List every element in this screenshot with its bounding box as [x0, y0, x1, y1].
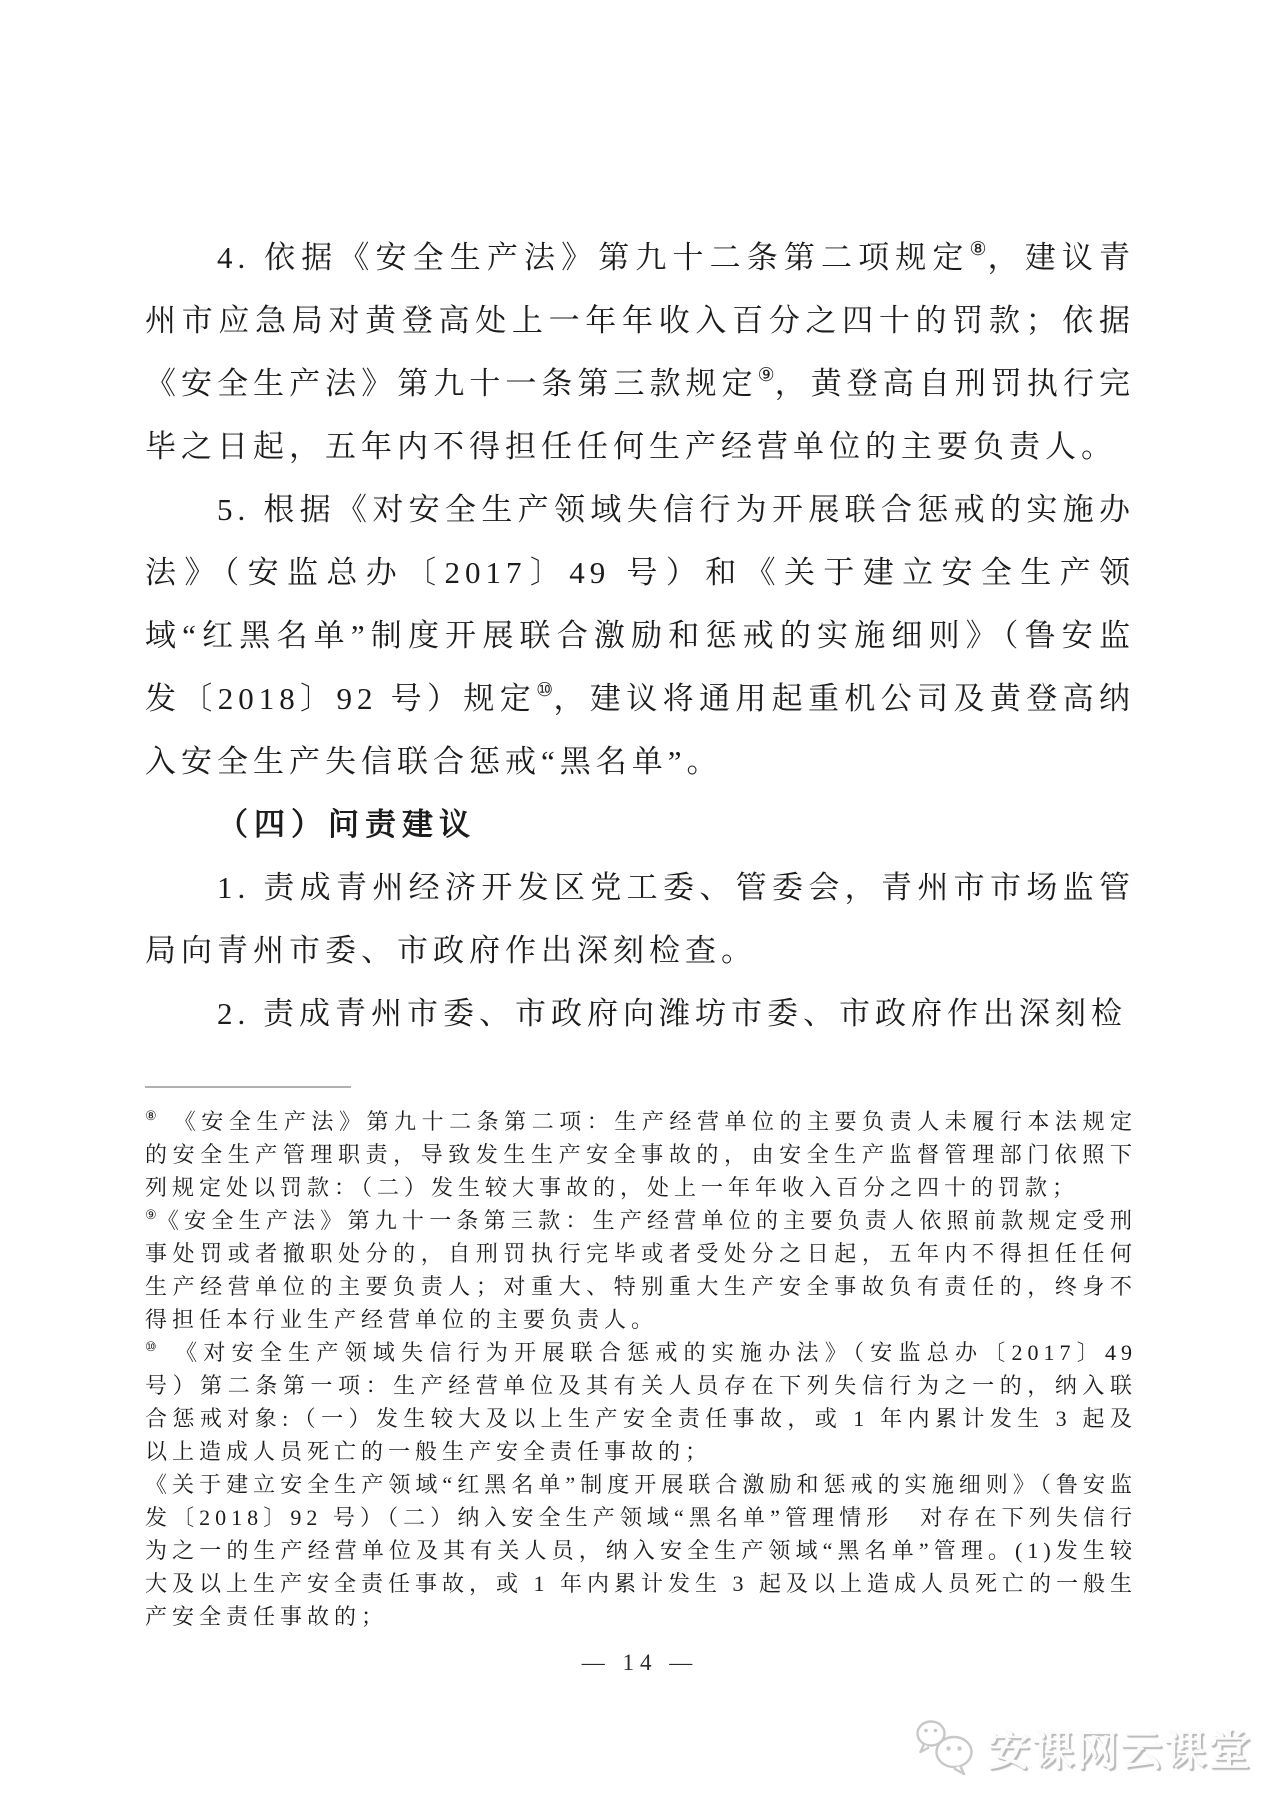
paragraph-text: 4. 依据《安全生产法》第九十二条第二项规定	[217, 240, 970, 275]
watermark-text: 安课网云课堂	[987, 1727, 1252, 1774]
footnote-separator	[145, 1086, 351, 1088]
footnote-text: 《安全生产法》第九十一条第三款：生产经营单位的主要负责人依照前款规定受刑事处罚或者撤职处分的，自刑罚执行完毕或者受处分之日起，五年内不得担任任何生产经营单位的主要负责人；对重大、特别重大生产安全事故负有责任的，终身不得担任本行业生产经营单位的主要负责人。	[145, 1208, 1137, 1332]
footnote-marker-10: ⑩	[145, 1339, 158, 1354]
footnote-10	[145, 1336, 1137, 1468]
paragraph-text: 5. 根据《对安全生产领域失信行为开展联合惩戒的实施办法》（安监总办〔2017〕49 号）和《关于建立安全生产领域“红黑名单”制度开展联合激励和惩戒的实施细则》（鲁安监发〔2018〕92 号）规定	[145, 492, 1135, 716]
paragraph-recommendation-4	[145, 226, 1135, 478]
footnote-8	[145, 1105, 1137, 1204]
footnotes-section	[145, 1086, 1137, 1633]
footnote-ref-9: ⑨	[757, 365, 775, 386]
footnote-marker-9: ⑨	[145, 1207, 157, 1222]
footnote-10-continued	[145, 1468, 1137, 1633]
footnote-9	[145, 1204, 1137, 1336]
paragraph-recommendation-5	[145, 478, 1135, 793]
footnote-text: 《关于建立安全生产领域“红黑名单”制度开展联合激励和惩戒的实施细则》（鲁安监发〔2018〕92 号）（二）纳入安全生产领域“黑名单”管理情形 对存在下列失信行为之一的生产经营单位及其有关人员，纳入安全生产领域“黑名单”管理。(1)发生较大及以上生产安全责任事故，或 1 年内累计发生 3 起及以上造成人员死亡的一般生产安全责任事故的；	[145, 1472, 1138, 1629]
page-number: — 14 —	[581, 1650, 699, 1675]
paragraph-accountability-2: 2. 责成青州市委、市政府向潍坊市委、市政府作出深刻检	[217, 996, 1127, 1031]
document-body	[145, 226, 1135, 1045]
footnote-text: 《安全生产法》第九十二条第二项：生产经营单位的主要负责人未履行本法规定的安全生产管理职责，导致发生生产安全事故的，由安全生产监督管理部门依照下列规定处以罚款：（二）发生较大事故的，处上一年年收入百分之四十的罚款；	[145, 1109, 1137, 1200]
paragraph-text: ，黄登高自刑罚执行完毕之日起，五年内不得担任任何生产经营单位的主要负责人。	[145, 366, 1136, 464]
footnote-ref-8: ⑧	[969, 239, 988, 260]
footnote-text: 《对安全生产领域失信行为开展联合惩戒的实施办法》（安监总办〔2017〕49 号）第二条第一项：生产经营单位及其有关人员存在下列失信行为之一的，纳入联合惩戒对象:（一）发生较大及以上生产安全责任事故，或 1 年内累计发生 3 起及以上造成人员死亡的一般生产安全责任事故的；	[145, 1340, 1137, 1464]
watermark-logo	[914, 1718, 1252, 1778]
chat-bubbles-icon	[914, 1718, 978, 1778]
paragraph-accountability-1: 1. 责成青州经济开发区党工委、管委会，青州市市场监管局向青州市委、市政府作出深刻检查。	[145, 870, 1135, 968]
footnote-marker-8: ⑧	[145, 1108, 158, 1123]
paragraph-text: ，建议将通用起重机公司及黄登高纳入安全生产失信联合惩戒“黑名单”。	[145, 681, 1135, 779]
section-heading-accountability: （四）问责建议	[217, 807, 476, 842]
paragraph-text: ，建议青州市应急局对黄登高处上一年年收入百分之四十的罚款；依据《安全生产法》第九十一条第三款规定	[145, 240, 1135, 401]
footnote-ref-10: ⑩	[536, 680, 554, 701]
